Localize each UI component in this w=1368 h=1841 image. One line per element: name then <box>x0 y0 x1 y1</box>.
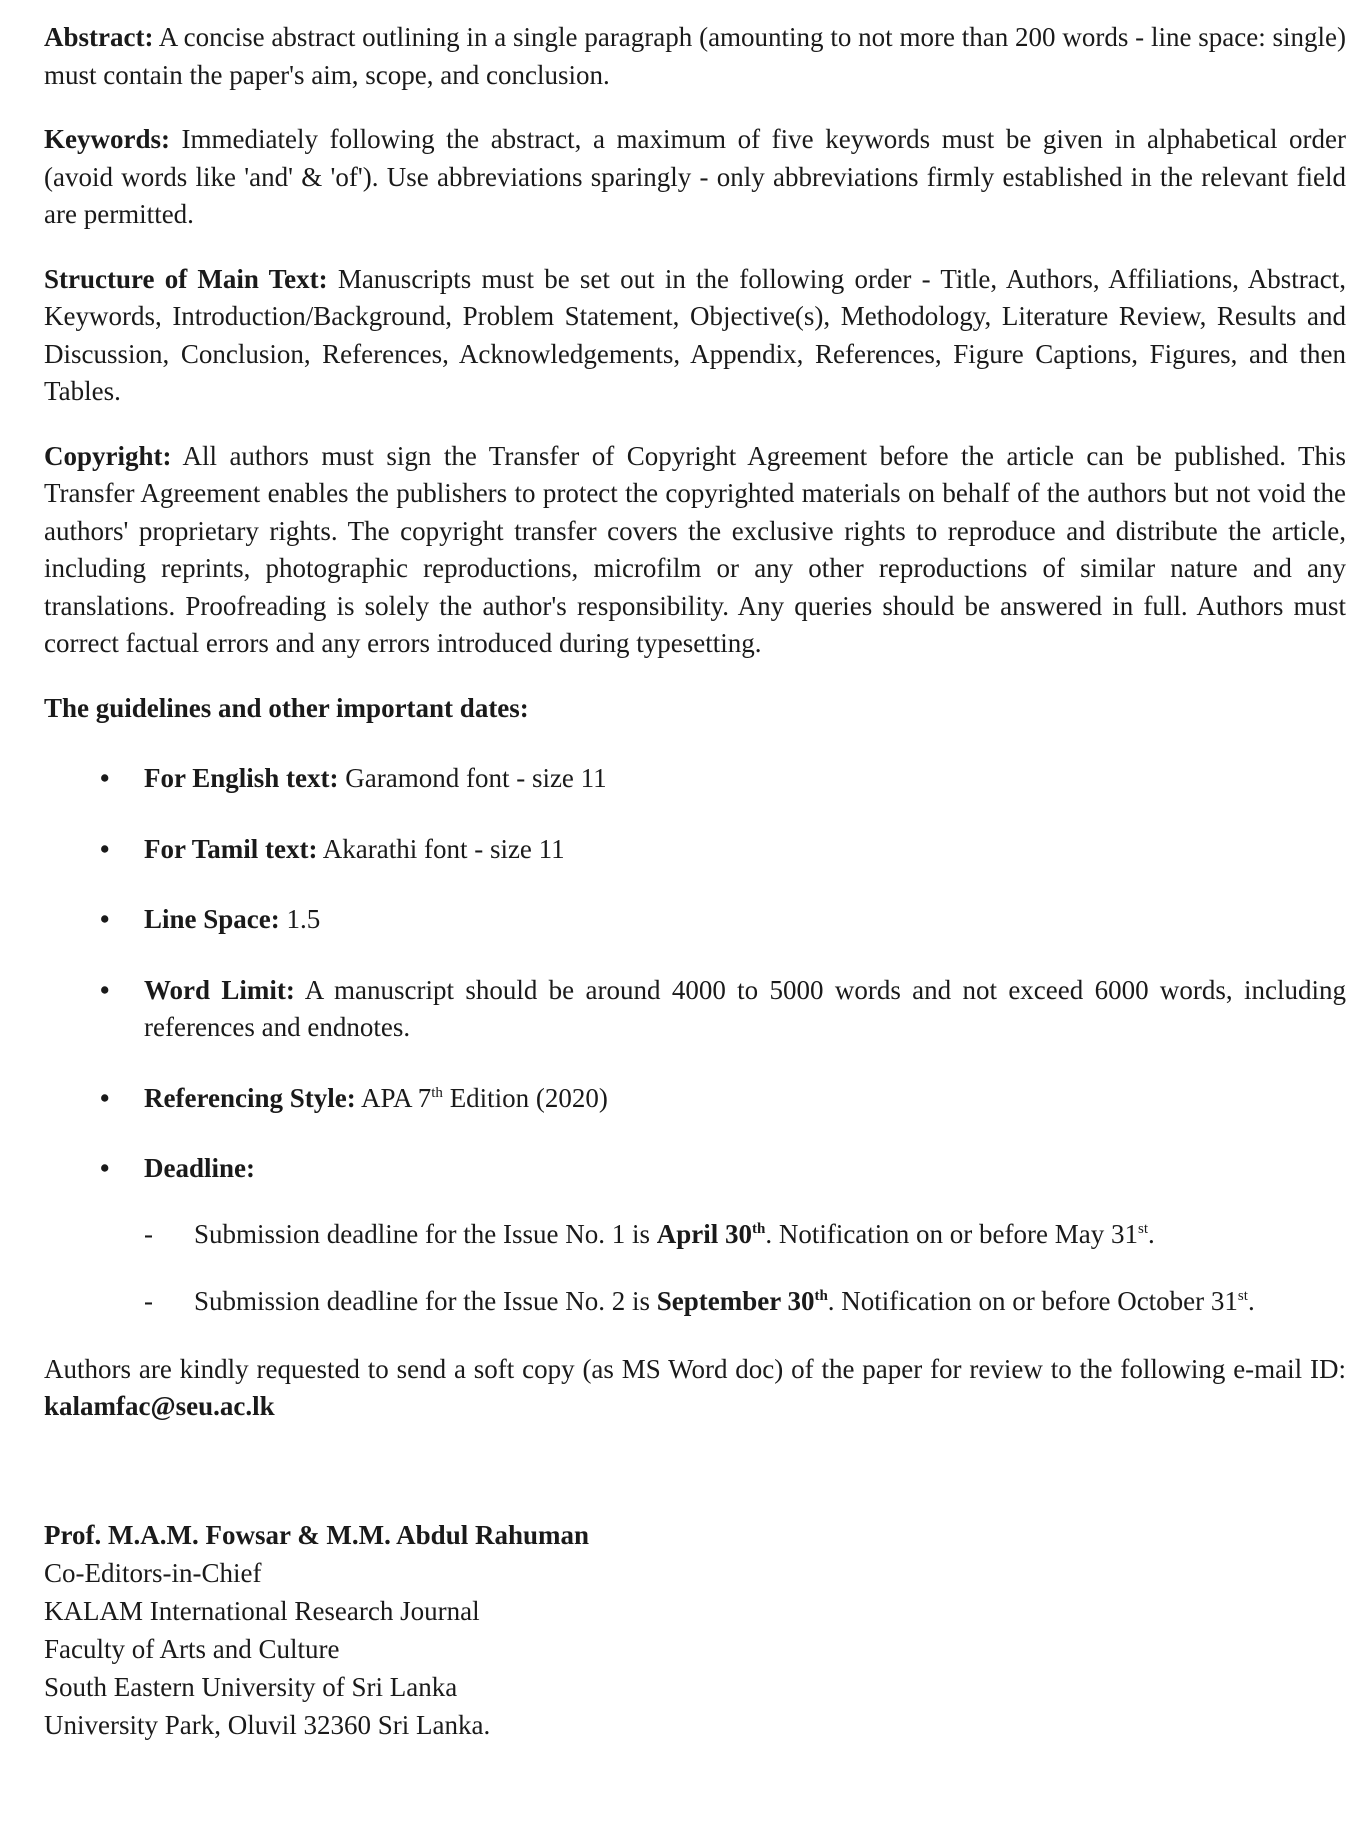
list-item-word-limit <box>44 972 1346 1047</box>
deadline-label: Deadline: <box>144 1153 255 1183</box>
bullet-icon: • <box>100 904 110 934</box>
structure-label: Structure of Main Text: <box>44 263 328 294</box>
structure-paragraph <box>44 261 1346 411</box>
issue2-date-sup: th <box>814 1288 828 1304</box>
issue1-notification-sup: st <box>1137 1220 1148 1237</box>
issue1-end: . <box>1148 1218 1155 1249</box>
issue2-date-text: September 30 <box>656 1286 815 1316</box>
issue1-date-sup: th <box>751 1220 766 1237</box>
faculty-name: Faculty of Arts and Culture <box>44 1633 340 1664</box>
list-item-tamil <box>44 831 1346 869</box>
abstract-text: A concise abstract outlining in a single paragraph (amounting to not more than 200 words - line space: single) must contain the paper's aim, scope, and conclusion. <box>44 22 1346 90</box>
keywords-paragraph <box>44 121 1346 234</box>
copyright-label: Copyright: <box>44 440 172 471</box>
deadline-issue-2 <box>44 1283 1346 1321</box>
university-name: South Eastern University of Sri Lanka <box>44 1671 458 1702</box>
postal-address: University Park, Oluvil 32360 Sri Lanka. <box>44 1709 491 1740</box>
bullet-icon: • <box>100 833 110 864</box>
guidelines-list <box>44 760 1346 1188</box>
bullet-icon: • <box>100 974 110 1005</box>
line-space-label: Line Space: <box>144 904 280 934</box>
abstract-paragraph <box>44 19 1346 94</box>
editor-role: Co-Editors-in-Chief <box>44 1557 262 1588</box>
tamil-label: For Tamil text: <box>144 833 318 864</box>
bullet-icon: • <box>100 763 110 793</box>
copyright-paragraph <box>44 438 1346 663</box>
list-item-deadline <box>44 1150 1346 1188</box>
word-limit-text: A manuscript should be around 4000 to 5000 words and not exceed 6000 words, including references and endnotes. <box>144 974 1346 1042</box>
list-item-english <box>44 760 1346 798</box>
tamil-text: Akarathi font - size 11 <box>317 833 565 864</box>
issue2-date <box>657 1286 828 1316</box>
referencing-label: Referencing Style: <box>144 1082 356 1113</box>
deadlines-list <box>44 1216 1346 1321</box>
list-item-line-space <box>44 901 1346 939</box>
dash-marker: - <box>144 1286 153 1316</box>
referencing-text: APA 7 <box>355 1082 432 1113</box>
issue2-text: Submission deadline for the Issue No. 2 is <box>194 1286 657 1316</box>
referencing-sup: th <box>431 1084 443 1101</box>
keywords-label: Keywords: <box>44 124 170 154</box>
english-text: Garamond font - size 11 <box>338 763 607 793</box>
copyright-text: All authors must sign the Transfer of Copyright Agreement before the article can be published. This Transfer Agreement enables the publishers to protect the copyrighted materials on behalf of the authors but not void the authors' proprietary rights. The copyright transfer covers the exclusive rights to reproduce and distribute the article, including reprints, photographic reproductions, microfilm or any other reproductions of similar nature and any translations. Proofreading is solely the author's responsibility. Any queries should be answered in full. Authors must correct factual errors and any errors introduced during typesetting. <box>44 440 1346 658</box>
structure-text: Manuscripts must be set out in the following order - Title, Authors, Affiliations, Abstract, Keywords, Introduction/Background, Problem Statement, Objective(s), Methodology, Literature Review, Results and Discussion, Conclusion, References, Acknowledgements, Appendix, References, Figure Captions, Figures, and then Tables. <box>44 263 1346 406</box>
bullet-icon: • <box>100 1153 110 1183</box>
deadline-issue-1 <box>44 1216 1346 1254</box>
issue1-date-text: April 30 <box>656 1218 752 1249</box>
journal-name: KALAM International Research Journal <box>44 1595 480 1626</box>
dash-marker: - <box>144 1218 153 1249</box>
email-link[interactable]: kalamfac@seu.ac.lk <box>44 1391 275 1421</box>
issue2-end: . <box>1247 1286 1255 1316</box>
english-label: For English text: <box>144 763 339 793</box>
closing-paragraph <box>44 1351 1346 1426</box>
bullet-icon: • <box>100 1082 110 1113</box>
issue2-notification-sup: st <box>1237 1288 1248 1304</box>
abstract-label: Abstract: <box>44 22 154 52</box>
issue1-notification: . Notification on or before May 31 <box>765 1218 1138 1249</box>
keywords-text: Immediately following the abstract, a maximum of five keywords must be given in alphabetical order (avoid words like 'and' & 'of'). Use abbreviations sparingly - only abbreviations firmly established in the relevant field are permitted. <box>44 124 1346 229</box>
issue1-date <box>657 1219 766 1249</box>
issue2-notification: . Notification on or before October 31 <box>827 1286 1238 1316</box>
closing-text: Authors are kindly requested to send a soft copy (as MS Word doc) of the paper for review to the following e-mail ID: <box>44 1353 1346 1384</box>
line-space-text: 1.5 <box>279 904 321 934</box>
list-item-referencing <box>44 1080 1346 1118</box>
word-limit-label: Word Limit: <box>144 974 295 1005</box>
guidelines-heading: The guidelines and other important dates: <box>44 692 529 723</box>
referencing-text-after: Edition (2020) <box>442 1082 608 1113</box>
issue1-text: Submission deadline for the Issue No. 1 is <box>194 1218 657 1249</box>
signature-block <box>44 1516 1346 1744</box>
document-page <box>44 19 1346 1744</box>
editor-names: Prof. M.A.M. Fowsar & M.M. Abdul Rahuman <box>44 1519 589 1550</box>
